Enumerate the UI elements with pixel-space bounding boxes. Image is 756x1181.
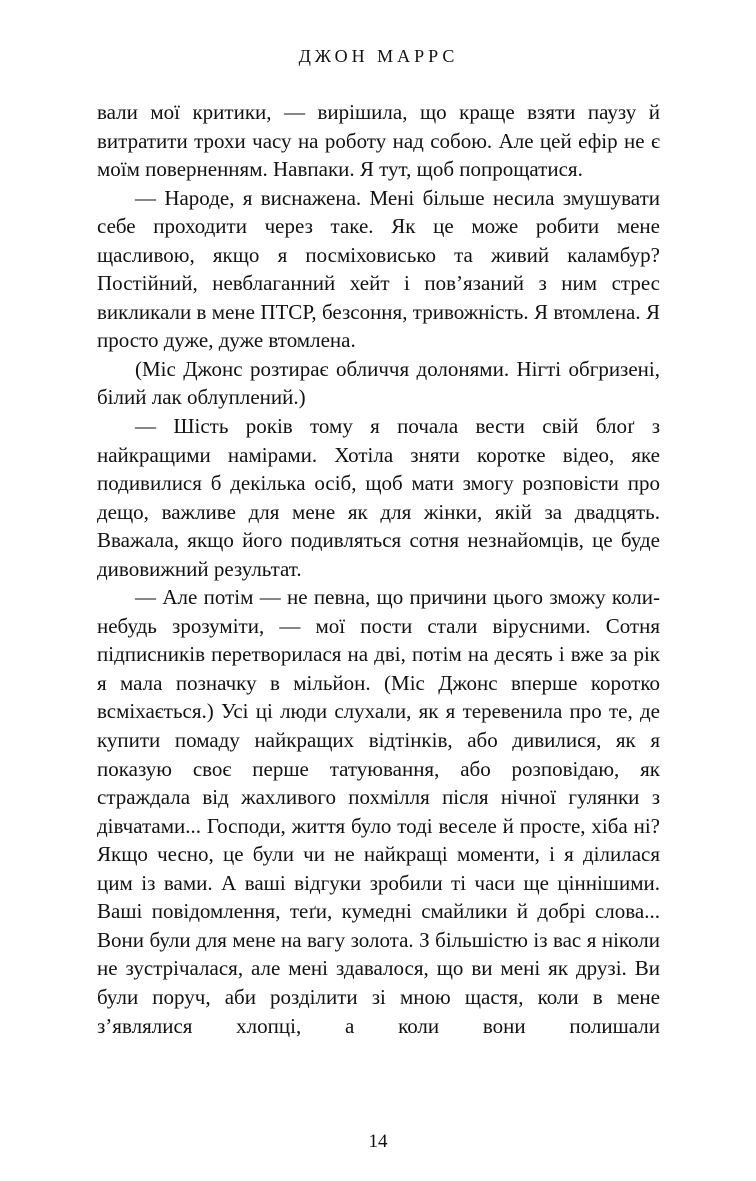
paragraph-stage-direction: (Міс Джонс розтирає обличчя долонями. Нігті обгризені, білий лак облуплений.) [97,356,660,410]
page-number: 14 [368,1131,388,1152]
paragraph-dialogue: — Шість років тому я почала вести свій блоґ з найкращими намірами. Хотіла зняти коротке відео, яке подивилися б декілька осіб, щоб мати змогу розповісти про дещо, важливе для мене як для жінки, якій за двадцять. Вважала, якщо його подивляться сотня незнайомців, це буде дивовижний результат. [97,414,660,581]
running-header-author: ДЖОН МАРРС [298,46,459,66]
page-body-text [97,98,660,1040]
paragraph-dialogue: — Народе, я виснажена. Мені більше несила змушувати себе проходити через таке. Як це може робити мене щасливою, якщо я посміховисько та живий каламбур? Постійний, невблаганний хейт і пов’язаний з ним стрес викликали в мене ПТСР, безсоння, тривожність. Я втомлена. Я просто дуже, дуже втомлена. [97,185,660,353]
paragraph-dialogue: — Але потім — не певна, що причини цього зможу коли-небудь зрозуміти, — мої пости стали вірусними. Сотня підписників перетворилася на дві, потім на десять і вже за рік я мала позначку в мільйон. (Міс Джонс вперше коротко всміхається.) Усі ці люди слухали, як я теревенила про те, де купити помаду найкращих відтінків, або дивилися, як я показую своє перше татуювання, або розповідаю, як страждала від жахливого похмілля після нічної гулянки з дівчатами... Господи, життя було тоді веселе й просте, хіба ні? Якщо чесно, це були чи не найкращі моменти, і я ділилася цим із вами. А ваші відгуки зробили ті часи ще ціннішими. Ваші повідомлення, теґи, кумедні смайлики й добрі слова... Вони були для мене на вагу золота. З більшістю із вас я ніколи не зустрічалася, але мені здавалося, що ви мені як друзі. Ви були поруч, аби розділити зі мною щастя, коли в мене з’являлися хлопці, а коли вони полишали [97,585,660,1038]
paragraph-continuation: вали мої критики, — вирішила, що краще взяти паузу й витратити трохи часу на роботу над собою. Але цей ефір не є моїм поверненням. Навпаки. Я тут, щоб попрощатися. [97,100,660,182]
